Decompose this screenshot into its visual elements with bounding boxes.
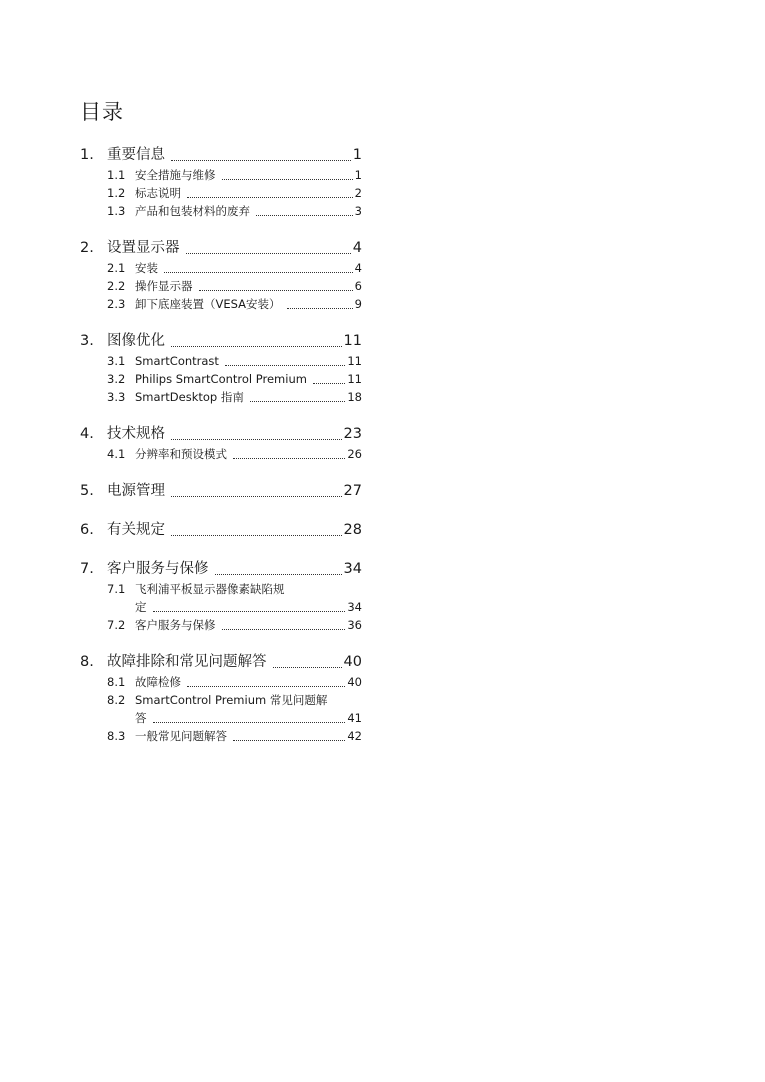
toc-section-entry[interactable] — [80, 166, 362, 184]
section-page-number: 41 — [347, 711, 362, 725]
toc-section-entry[interactable] — [80, 580, 362, 616]
section-number: 3.2 — [107, 372, 126, 386]
dot-leader — [273, 667, 342, 668]
section-title-continued-row — [135, 709, 362, 727]
chapter-title: 客户服务与保修 — [107, 561, 209, 577]
chapter-title: 重要信息 — [107, 147, 165, 163]
section-title-block — [135, 691, 362, 727]
toc-chapter-entry[interactable] — [80, 480, 362, 502]
section-page-number: 34 — [347, 600, 362, 614]
toc-chapter — [80, 651, 362, 745]
section-title-continued-row — [135, 598, 362, 616]
section-page-number: 3 — [354, 204, 362, 218]
chapter-page-number: 1 — [352, 147, 362, 163]
chapter-page-number: 23 — [343, 426, 362, 442]
toc-chapter — [80, 519, 362, 541]
toc-chapter-entry[interactable] — [80, 423, 362, 445]
section-page-number: 2 — [354, 186, 362, 200]
chapter-title: 图像优化 — [107, 333, 165, 349]
chapter-page-number: 40 — [343, 654, 362, 670]
section-number: 7.1 — [107, 582, 126, 596]
dot-leader — [199, 290, 353, 291]
chapter-number: 6. — [80, 522, 94, 538]
section-title: 卸下底座装置（VESA安装） — [135, 297, 281, 311]
table-of-contents — [80, 144, 362, 762]
section-title: 故障检修 — [135, 675, 181, 689]
dot-leader — [186, 253, 351, 254]
section-title: 客户服务与保修 — [135, 618, 216, 632]
section-title: SmartControl Premium 常见问题解 — [135, 693, 328, 707]
chapter-title: 设置显示器 — [107, 240, 180, 256]
dot-leader — [153, 722, 346, 723]
section-number: 8.2 — [107, 693, 126, 707]
section-title: 产品和包装材料的废弃 — [135, 204, 250, 218]
section-title: 飞利浦平板显示器像素缺陷规 — [135, 582, 285, 596]
toc-section-entry[interactable] — [80, 277, 362, 295]
section-page-number: 18 — [347, 390, 362, 404]
dot-leader — [250, 401, 345, 402]
chapter-number: 8. — [80, 654, 94, 670]
toc-section-entry[interactable] — [80, 616, 362, 634]
section-page-number: 11 — [347, 354, 362, 368]
dot-leader — [287, 308, 353, 309]
section-page-number: 11 — [347, 372, 362, 386]
chapter-page-number: 28 — [343, 522, 362, 538]
toc-chapter — [80, 423, 362, 463]
chapter-title: 故障排除和常见问题解答 — [107, 654, 267, 670]
section-title: SmartContrast — [135, 354, 219, 368]
toc-section-entry[interactable] — [80, 370, 362, 388]
dot-leader — [215, 574, 342, 575]
section-page-number: 36 — [347, 618, 362, 632]
toc-title: 目录 — [80, 100, 124, 124]
section-number: 4.1 — [107, 447, 126, 461]
chapter-number: 3. — [80, 333, 94, 349]
section-number: 2.1 — [107, 261, 126, 275]
section-title: 一般常见问题解答 — [135, 729, 227, 743]
toc-chapter-entry[interactable] — [80, 330, 362, 352]
dot-leader — [225, 365, 345, 366]
section-title: 分辨率和预设模式 — [135, 447, 227, 461]
toc-section-entry[interactable] — [80, 445, 362, 463]
chapter-page-number: 34 — [343, 561, 362, 577]
toc-section-entry[interactable] — [80, 259, 362, 277]
toc-section-entry[interactable] — [80, 727, 362, 745]
dot-leader — [171, 535, 342, 536]
dot-leader — [171, 496, 342, 497]
dot-leader — [256, 215, 353, 216]
section-number: 8.3 — [107, 729, 126, 743]
section-title: Philips SmartControl Premium — [135, 372, 307, 386]
chapter-number: 5. — [80, 483, 94, 499]
toc-chapter — [80, 237, 362, 313]
dot-leader — [222, 629, 346, 630]
toc-chapter — [80, 144, 362, 220]
toc-chapter — [80, 330, 362, 406]
toc-section-entry[interactable] — [80, 691, 362, 727]
section-title: 操作显示器 — [135, 279, 193, 293]
section-number: 3.3 — [107, 390, 126, 404]
toc-chapter-entry[interactable] — [80, 237, 362, 259]
dot-leader — [222, 179, 353, 180]
section-page-number: 26 — [347, 447, 362, 461]
toc-chapter-entry[interactable] — [80, 651, 362, 673]
chapter-number: 7. — [80, 561, 94, 577]
section-title: SmartDesktop 指南 — [135, 390, 244, 404]
chapter-title: 技术规格 — [107, 426, 165, 442]
dot-leader — [187, 686, 345, 687]
dot-leader — [233, 458, 345, 459]
dot-leader — [171, 439, 342, 440]
dot-leader — [153, 611, 346, 612]
chapter-page-number: 27 — [343, 483, 362, 499]
dot-leader — [233, 740, 345, 741]
section-title-block — [135, 580, 362, 616]
toc-section-entry[interactable] — [80, 388, 362, 406]
dot-leader — [171, 346, 342, 347]
toc-section-entry[interactable] — [80, 673, 362, 691]
toc-chapter — [80, 480, 362, 502]
section-page-number: 1 — [354, 168, 362, 182]
chapter-title: 电源管理 — [107, 483, 165, 499]
section-number: 2.2 — [107, 279, 126, 293]
section-page-number: 9 — [354, 297, 362, 311]
dot-leader — [164, 272, 353, 273]
section-number: 7.2 — [107, 618, 126, 632]
toc-chapter-entry[interactable] — [80, 144, 362, 166]
toc-chapter-entry[interactable] — [80, 519, 362, 541]
chapter-title: 有关规定 — [107, 522, 165, 538]
chapter-page-number: 4 — [352, 240, 362, 256]
toc-chapter-entry[interactable] — [80, 558, 362, 580]
chapter-number: 1. — [80, 147, 94, 163]
section-number: 1.2 — [107, 186, 126, 200]
chapter-page-number: 11 — [343, 333, 362, 349]
toc-section-entry[interactable] — [80, 184, 362, 202]
section-title: 安全措施与维修 — [135, 168, 216, 182]
dot-leader — [313, 383, 345, 384]
section-title-continued: 定 — [135, 600, 147, 614]
dot-leader — [171, 160, 351, 161]
toc-section-entry[interactable] — [80, 295, 362, 313]
toc-section-entry[interactable] — [80, 352, 362, 370]
section-title-continued: 答 — [135, 711, 147, 725]
section-title: 标志说明 — [135, 186, 181, 200]
toc-section-entry[interactable] — [80, 202, 362, 220]
chapter-number: 4. — [80, 426, 94, 442]
section-title: 安装 — [135, 261, 158, 275]
section-page-number: 40 — [347, 675, 362, 689]
section-page-number: 42 — [347, 729, 362, 743]
section-number: 8.1 — [107, 675, 126, 689]
chapter-number: 2. — [80, 240, 94, 256]
section-page-number: 6 — [354, 279, 362, 293]
dot-leader — [187, 197, 353, 198]
section-number: 1.3 — [107, 204, 126, 218]
section-number: 1.1 — [107, 168, 126, 182]
section-page-number: 4 — [354, 261, 362, 275]
section-number: 2.3 — [107, 297, 126, 311]
section-number: 3.1 — [107, 354, 126, 368]
toc-chapter — [80, 558, 362, 634]
